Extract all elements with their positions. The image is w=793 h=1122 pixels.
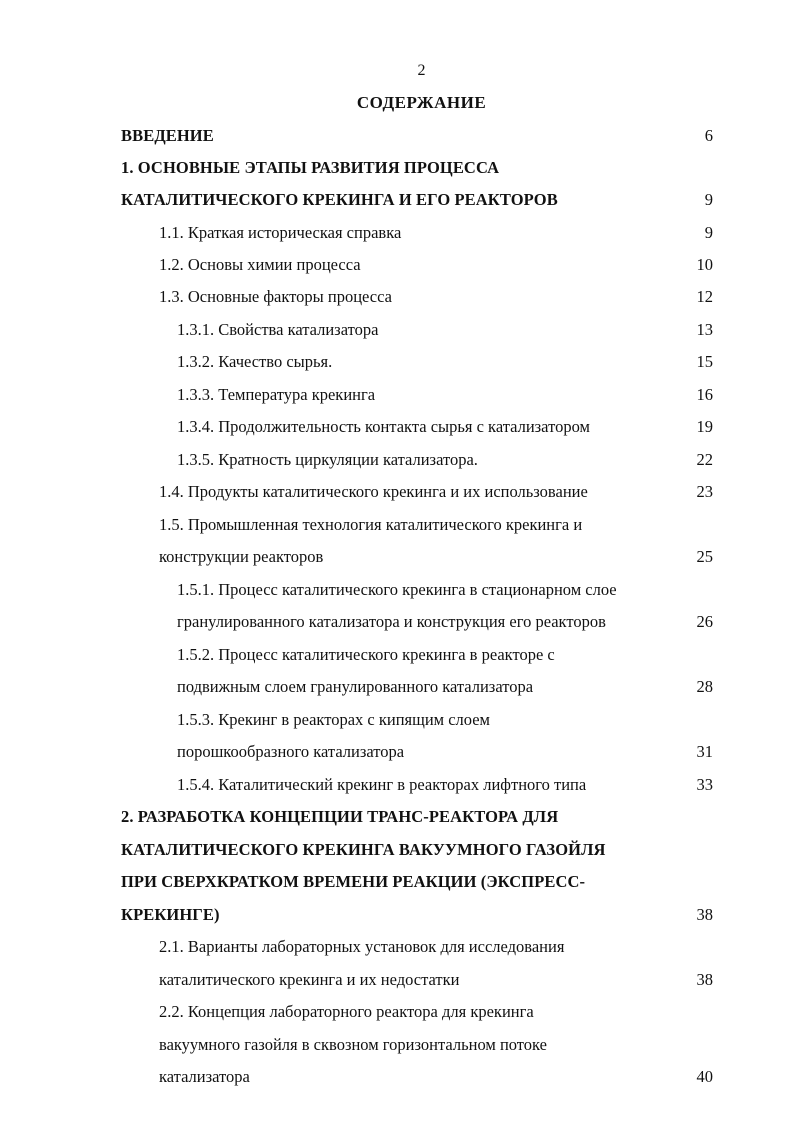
toc-line: каталитического крекинга и их недостатки	[159, 970, 460, 989]
toc-page-number: 19	[696, 417, 713, 436]
toc-line: конструкции реакторов	[159, 547, 324, 566]
toc-line: 1.3.3. Температура крекинга	[177, 385, 376, 404]
toc-line: 2.2. Концепция лабораторного реактора для крекинга	[159, 1002, 534, 1021]
toc-line: 2.1. Варианты лабораторных установок для исследования	[159, 937, 565, 956]
toc-page-number: 26	[696, 612, 713, 631]
toc-page-number: 38	[696, 970, 713, 989]
toc-line: подвижным слоем гранулированного катализатора	[177, 677, 534, 696]
toc-line: гранулированного катализатора и конструкция его реакторов	[177, 612, 606, 631]
toc-page-number: 9	[704, 223, 713, 242]
toc-line: 1.5.4. Каталитический крекинг в реакторах лифтного типа	[177, 775, 587, 794]
toc-page-number: 13	[696, 320, 713, 339]
toc-line: 1.5.1. Процесс каталитического крекинга в стационарном слое	[177, 580, 617, 599]
toc-page-number: 28	[696, 677, 713, 696]
toc-line: КАТАЛИТИЧЕСКОГО КРЕКИНГА ВАКУУМНОГО ГАЗОЙЛЯ	[121, 840, 606, 859]
toc-page-number: 15	[696, 352, 713, 371]
toc-line: катализатора	[159, 1067, 250, 1086]
toc-page-number: 31	[696, 742, 713, 761]
toc-line: 1.1. Краткая историческая справка	[159, 223, 402, 242]
toc-page-number: 16	[696, 385, 713, 404]
toc-page-number: 33	[696, 775, 713, 794]
toc-line: 1.3.5. Кратность циркуляции катализатора.	[177, 450, 478, 469]
toc-line: 1.3.2. Качество сырья.	[177, 352, 333, 371]
toc-page-number: 6	[704, 126, 713, 145]
toc-line: 1.5.2. Процесс каталитического крекинга в реакторе с	[177, 645, 555, 664]
toc-line: 1.3.4. Продолжительность контакта сырья с катализатором	[177, 417, 590, 436]
toc-line: 1. ОСНОВНЫЕ ЭТАПЫ РАЗВИТИЯ ПРОЦЕССА	[121, 158, 500, 177]
page-title: СОДЕРЖАНИЕ	[356, 93, 487, 112]
toc-line: ВВЕДЕНИЕ	[121, 126, 214, 145]
toc-line: КАТАЛИТИЧЕСКОГО КРЕКИНГА И ЕГО РЕАКТОРОВ	[121, 190, 558, 209]
toc-page-number: 25	[696, 547, 713, 566]
toc-line: 1.5.3. Крекинг в реакторах с кипящим слоем	[177, 710, 490, 729]
toc-line: вакуумного газойля в сквозном горизонтальном потоке	[159, 1035, 547, 1054]
toc-page-number: 10	[696, 255, 713, 274]
toc-line: 1.4. Продукты каталитического крекинга и их использование	[159, 482, 588, 501]
toc-page-number: 22	[696, 450, 713, 469]
toc-line: 1.2. Основы химии процесса	[159, 255, 361, 274]
toc-line: 1.5. Промышленная технология каталитического крекинга и	[159, 515, 583, 534]
page-number: 2	[417, 62, 426, 79]
toc-line: 1.3.1. Свойства катализатора	[177, 320, 379, 339]
toc-line: КРЕКИНГЕ)	[121, 905, 220, 924]
toc-page-number: 9	[704, 190, 713, 209]
toc-line: 1.3. Основные факторы процесса	[159, 287, 392, 306]
toc-line: порошкообразного катализатора	[177, 742, 405, 761]
toc-page-number: 12	[696, 287, 713, 306]
toc-page-number: 23	[696, 482, 713, 501]
toc-page-number: 40	[696, 1067, 713, 1086]
toc-line: 2. РАЗРАБОТКА КОНЦЕПЦИИ ТРАНС-РЕАКТОРА ДЛЯ	[121, 807, 559, 826]
toc-page-number: 38	[696, 905, 713, 924]
toc-line: ПРИ СВЕРХКРАТКОМ ВРЕМЕНИ РЕАКЦИИ (ЭКСПРЕСС-	[121, 872, 586, 891]
